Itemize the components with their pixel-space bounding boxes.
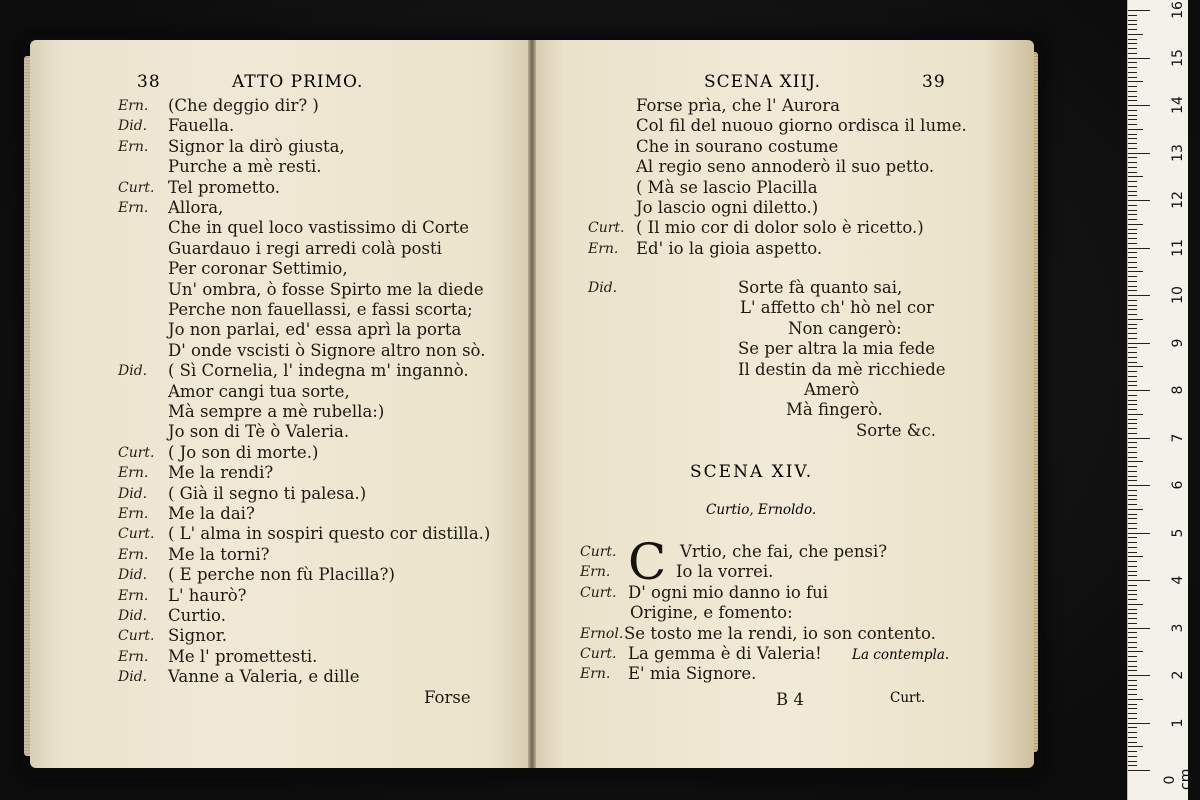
ruler-tick (1128, 134, 1137, 135)
verse-line: E' mia Signore. (628, 664, 757, 684)
speaker-label: Ernol. (580, 625, 624, 642)
verse-line: Purche a mè resti. (168, 157, 322, 177)
ruler-tick (1128, 362, 1137, 363)
ruler-tick (1128, 485, 1150, 486)
ruler-tick (1128, 628, 1150, 629)
ruler-tick (1128, 737, 1137, 738)
left-catchword: Forse (424, 688, 471, 707)
ruler-tick (1128, 200, 1150, 201)
speaker-label: Did. (118, 669, 148, 686)
ruler-tick (1128, 675, 1150, 676)
ruler-tick (1128, 219, 1137, 220)
ruler-number: 12 (1170, 191, 1186, 209)
ruler-tick (1128, 100, 1137, 101)
ruler-tick (1128, 286, 1137, 287)
ruler-tick (1128, 471, 1137, 472)
ruler-tick (1128, 442, 1137, 443)
ruler-tick (1128, 547, 1137, 548)
ruler-tick (1128, 704, 1137, 705)
ruler-number: 2 (1170, 670, 1186, 680)
ruler-tick (1128, 699, 1143, 700)
aria-line: Se per altra la mia fede (738, 339, 936, 359)
verse-line: Mà sempre a mè rubella:) (168, 402, 385, 421)
ruler-tick (1128, 262, 1137, 263)
ruler-tick (1128, 72, 1137, 73)
ruler-tick (1128, 756, 1137, 757)
ruler-tick (1128, 661, 1137, 662)
ruler-tick (1128, 143, 1137, 144)
verse-line: La gemma è di Valeria! (628, 644, 822, 663)
ruler-tick (1128, 395, 1137, 396)
aria-line: Sorte &c. (856, 420, 936, 440)
right-catchword: Curt. (890, 690, 926, 706)
speaker-label: Ern. (580, 666, 611, 683)
ruler-tick (1128, 53, 1137, 54)
ruler-tick (1128, 271, 1143, 272)
ruler-tick (1128, 305, 1137, 306)
ruler-tick (1128, 452, 1137, 453)
speaker-label: Did. (118, 363, 148, 380)
ruler-tick (1128, 267, 1137, 268)
ruler-tick (1128, 252, 1137, 253)
ruler-tick (1128, 523, 1137, 524)
ruler-tick (1128, 24, 1137, 25)
ruler-tick (1128, 176, 1143, 177)
ruler-tick (1128, 390, 1150, 391)
ruler-number: 1 (1170, 718, 1186, 727)
verse-line: ( L' alma in sospiri questo cor distilla.) (168, 524, 491, 544)
ruler-tick (1128, 214, 1137, 215)
ruler-tick (1128, 423, 1137, 424)
ruler-tick (1128, 447, 1137, 448)
verse-line: D' ogni mio danno io fui (628, 582, 829, 602)
ruler-tick (1128, 770, 1150, 771)
ruler-tick (1128, 300, 1137, 301)
ruler-tick (1128, 571, 1137, 572)
ruler-tick (1128, 689, 1137, 690)
verse-line: D' onde vscisti ò Signore altro non sò. (168, 340, 486, 360)
verse-line: ( Sì Cornelia, l' indegna m' ingannò. (168, 361, 469, 381)
left-running-head: ATTO PRIMO. (232, 72, 364, 92)
book-gutter (528, 40, 536, 768)
ruler-number: 15 (1170, 48, 1186, 67)
verse-line: Guardauo i regi arredi colà posti (168, 238, 442, 258)
ruler-tick (1128, 110, 1137, 111)
ruler-tick (1128, 381, 1137, 382)
ruler-tick (1128, 86, 1137, 87)
ruler-tick (1128, 195, 1137, 196)
ruler-tick (1128, 119, 1137, 120)
ruler-number: 13 (1170, 143, 1186, 162)
verse-line: ( Il mio cor di dolor solo è ricetto.) (636, 218, 924, 238)
ruler-tick (1128, 414, 1143, 415)
ruler-tick (1128, 77, 1137, 78)
speaker-label: Ern. (118, 648, 149, 665)
ruler-tick (1128, 43, 1137, 44)
verse-line: Amor cangi tua sorte, (168, 381, 350, 401)
verse-line: (Che deggio dir? ) (168, 96, 319, 115)
verse-line: Signor la dirò giusta, (168, 136, 345, 156)
ruler-tick (1128, 499, 1137, 500)
ruler-tick (1128, 723, 1150, 724)
verse-line: Io la vorrei. (676, 562, 774, 582)
ruler-tick (1128, 153, 1150, 154)
ruler-tick (1128, 376, 1137, 377)
ruler-unit-label: 0 cm (1162, 768, 1194, 790)
ruler-tick (1128, 124, 1137, 125)
ruler-tick (1128, 713, 1137, 714)
ruler-tick (1128, 761, 1137, 762)
ruler-number: 7 (1170, 433, 1186, 442)
ruler-tick (1128, 623, 1137, 624)
ruler-number: 16 (1170, 1, 1186, 19)
ruler-tick (1128, 233, 1137, 234)
speaker-label: Ern. (118, 546, 149, 563)
speaker-label: Ern. (118, 200, 149, 216)
ruler-tick (1128, 10, 1150, 11)
ruler-number: 10 (1170, 286, 1186, 304)
ruler-number: 5 (1170, 528, 1186, 537)
ruler-tick (1128, 580, 1150, 581)
ruler-tick (1128, 248, 1150, 249)
speaker-label: Curt. (580, 646, 617, 662)
measuring-ruler (1127, 0, 1194, 800)
speaker-label: Did. (118, 608, 148, 624)
verse-line: Se tosto me la rendi, io son contento. (624, 623, 936, 643)
verse-line: Me la torni? (168, 544, 270, 564)
stage-direction: La contempla. (852, 647, 950, 663)
ruler-number: 14 (1170, 96, 1186, 114)
aria-line: Sorte fà quanto sai, (738, 278, 903, 297)
aria-line: Il destin da mè ricchiede (738, 359, 946, 379)
verse-line: Me la rendi? (168, 463, 274, 483)
speaker-label: Did. (118, 118, 148, 135)
verse-line: Ed' io la gioia aspetto. (636, 238, 823, 258)
ruler-tick (1128, 352, 1137, 353)
ruler-tick (1128, 172, 1137, 173)
ruler-tick (1128, 680, 1137, 681)
ruler-number: 6 (1170, 480, 1186, 490)
ruler-tick (1128, 409, 1137, 410)
verse-line: Per coronar Settimio, (168, 259, 348, 279)
verse-line: Un' ombra, ò fosse Spirto me la diede (168, 279, 484, 299)
ruler-tick (1128, 148, 1137, 149)
aria-line: Non cangerò: (788, 318, 902, 338)
ruler-tick (1128, 765, 1137, 766)
ruler-tick (1128, 319, 1143, 320)
speaker-label: Curt. (580, 544, 617, 560)
verse-line: Perche non fauellassi, e fassi scorta; (168, 300, 473, 319)
verse-line: Curtio. (168, 606, 226, 625)
verse-line: Jo son di Tè ò Valeria. (168, 422, 350, 442)
speaker-label: Curt. (588, 220, 625, 237)
ruler-tick (1128, 281, 1137, 282)
ruler-tick (1128, 404, 1137, 405)
ruler-tick (1128, 480, 1137, 481)
ruler-tick (1128, 742, 1137, 743)
ruler-tick (1128, 67, 1137, 68)
ruler-tick (1128, 637, 1137, 638)
drop-capital: C (628, 533, 667, 591)
ruler-tick (1128, 495, 1137, 496)
verse-line: ( Jo son di morte.) (168, 442, 319, 462)
ruler-tick (1128, 191, 1137, 192)
ruler-tick (1128, 257, 1137, 258)
verse-line: Tel prometto. (168, 177, 280, 197)
speaker-label: Ern. (118, 587, 149, 604)
speaker-label: Ern. (118, 98, 149, 114)
ruler-tick (1128, 129, 1143, 130)
ruler-tick (1128, 343, 1150, 344)
verse-line: Col fil del nuouo giorno ordisca il lume. (636, 116, 967, 136)
verse-line: Allora, (168, 198, 224, 217)
ruler-tick (1128, 205, 1137, 206)
ruler-tick (1128, 457, 1137, 458)
ruler-number: 3 (1170, 623, 1186, 632)
ruler-tick (1128, 58, 1150, 59)
verse-line: L' haurò? (168, 585, 247, 605)
verse-line: Me la dai? (168, 504, 255, 523)
ruler-tick (1128, 138, 1137, 139)
ruler-tick (1128, 490, 1137, 491)
ruler-tick (1128, 575, 1137, 576)
speaker-label: Curt. (580, 584, 617, 601)
ruler-tick (1128, 15, 1137, 16)
ruler-tick (1128, 590, 1137, 591)
ruler-tick (1128, 29, 1137, 30)
ruler-tick (1128, 746, 1143, 747)
ruler-tick (1128, 751, 1137, 752)
ruler-tick (1128, 81, 1143, 82)
ruler-tick (1128, 62, 1137, 63)
ruler-tick (1128, 338, 1137, 339)
left-page-number: 38 (137, 72, 161, 92)
ruler-tick (1128, 613, 1137, 614)
aria-line: Amerò (804, 380, 860, 399)
ruler-tick (1128, 34, 1143, 35)
speaker-label: Did. (118, 485, 148, 502)
scene-characters: Curtio, Ernoldo. (706, 502, 817, 518)
ruler-tick (1128, 290, 1137, 291)
ruler-tick (1128, 504, 1137, 505)
ruler-tick (1128, 295, 1150, 296)
ruler-tick (1128, 556, 1143, 557)
ruler-tick (1128, 656, 1137, 657)
speaker-label: Curt. (118, 444, 155, 461)
verse-line: Che in quel loco vastissimo di Corte (168, 218, 470, 238)
ruler-tick (1128, 167, 1137, 168)
ruler-tick (1128, 243, 1137, 244)
verse-line: Vrtio, che fai, che pensi? (680, 542, 888, 561)
right-page-number: 39 (922, 72, 946, 92)
ruler-tick (1128, 666, 1137, 667)
aria-line: L' affetto ch' hò nel cor (740, 298, 934, 318)
ruler-tick (1128, 48, 1137, 49)
ruler-number: 11 (1170, 238, 1186, 257)
ruler-tick (1128, 357, 1137, 358)
ruler-tick (1128, 647, 1137, 648)
ruler-tick (1128, 694, 1137, 695)
ruler-number: 4 (1170, 575, 1186, 585)
ruler-tick (1128, 670, 1137, 671)
ruler-tick (1128, 466, 1137, 467)
ruler-tick (1128, 518, 1137, 519)
ruler-tick (1128, 309, 1137, 310)
ruler-tick (1128, 229, 1137, 230)
ruler-tick (1128, 433, 1137, 434)
ruler-tick (1128, 542, 1137, 543)
ruler-tick (1128, 314, 1137, 315)
ruler-tick (1128, 328, 1137, 329)
ruler-tick (1128, 727, 1137, 728)
ruler-tick (1128, 594, 1137, 595)
speaker-label: Ern. (588, 240, 619, 257)
ruler-number: 9 (1170, 338, 1186, 347)
ruler-tick (1128, 476, 1137, 477)
ruler-tick (1128, 599, 1137, 600)
ruler-tick (1128, 514, 1137, 515)
ruler-tick (1128, 585, 1137, 586)
speaker-label: Curt. (118, 628, 155, 645)
ruler-tick (1128, 333, 1137, 334)
verse-line: Jo non parlai, ed' essa aprì la porta (168, 320, 462, 340)
ruler-tick (1128, 438, 1150, 439)
ruler-tick (1128, 428, 1137, 429)
ruler-number: 8 (1170, 385, 1186, 395)
ruler-tick (1128, 561, 1137, 562)
right-running-head: SCENA XIIJ. (704, 72, 822, 92)
ruler-tick (1128, 385, 1137, 386)
ruler-tick (1128, 238, 1137, 239)
ruler-tick (1128, 276, 1137, 277)
verse-line: Fauella. (168, 116, 235, 136)
ruler-tick (1128, 400, 1137, 401)
verse-line: Signor. (168, 626, 228, 646)
verse-line: ( E perche non fù Placilla?) (168, 565, 395, 585)
ruler-tick (1128, 566, 1137, 567)
signature-mark: B 4 (776, 690, 804, 709)
verse-line: Jo lascio ogni diletto.) (636, 198, 819, 217)
ruler-tick (1128, 210, 1137, 211)
speaker-label: Ern. (118, 138, 149, 155)
speaker-label: Ern. (118, 465, 149, 482)
speaker-label: Did. (118, 567, 148, 584)
ruler-tick (1128, 533, 1150, 534)
ruler-tick (1128, 604, 1143, 605)
ruler-tick (1128, 96, 1137, 97)
ruler-tick (1128, 347, 1137, 348)
ruler-tick (1128, 157, 1137, 158)
ruler-tick (1128, 461, 1143, 462)
ruler-tick (1128, 718, 1137, 719)
verse-line: ( Mà se lascio Placilla (636, 177, 818, 197)
ruler-tick (1128, 115, 1137, 116)
ruler-tick (1128, 552, 1137, 553)
verse-line: Che in sourano costume (636, 136, 839, 156)
verse-line: Vanne a Valeria, e dille (168, 667, 360, 687)
ruler-tick (1128, 537, 1137, 538)
ruler-tick (1128, 509, 1143, 510)
ruler-tick (1128, 609, 1137, 610)
ruler-tick (1128, 91, 1137, 92)
ruler-tick (1128, 20, 1137, 21)
ruler-tick (1128, 528, 1137, 529)
aria-speaker: Did. (588, 280, 618, 296)
speaker-label: Curt. (118, 526, 155, 543)
ruler-tick (1128, 105, 1150, 106)
ruler-tick (1128, 632, 1137, 633)
ruler-tick (1128, 181, 1137, 182)
scene-title: SCENA XIV. (690, 462, 814, 482)
ruler-tick (1128, 732, 1137, 733)
verse-line: Me l' promettesti. (168, 646, 318, 666)
ruler-tick (1128, 651, 1143, 652)
aria-line: Mà fingerò. (786, 400, 883, 420)
ruler-tick (1128, 39, 1137, 40)
ruler-tick (1128, 224, 1143, 225)
ruler-tick (1128, 324, 1137, 325)
speaker-label: Ern. (118, 506, 149, 522)
speaker-label: Ern. (580, 564, 611, 581)
verse-line: ( Già il segno ti palesa.) (168, 483, 367, 503)
ruler-tick (1128, 371, 1137, 372)
ruler-tick (1128, 366, 1143, 367)
ruler-tick (1128, 162, 1137, 163)
verse-line: Forse prìa, che l' Aurora (636, 96, 840, 115)
speaker-label: Curt. (118, 179, 155, 196)
ruler-tick (1128, 186, 1137, 187)
ruler-tick (1128, 618, 1137, 619)
verse-line: Origine, e fomento: (630, 603, 793, 623)
verse-line: Al regio seno annoderò il suo petto. (636, 157, 935, 177)
ruler-tick (1128, 685, 1137, 686)
ruler-tick (1128, 708, 1137, 709)
ruler-tick (1128, 642, 1137, 643)
ruler-tick (1128, 419, 1137, 420)
